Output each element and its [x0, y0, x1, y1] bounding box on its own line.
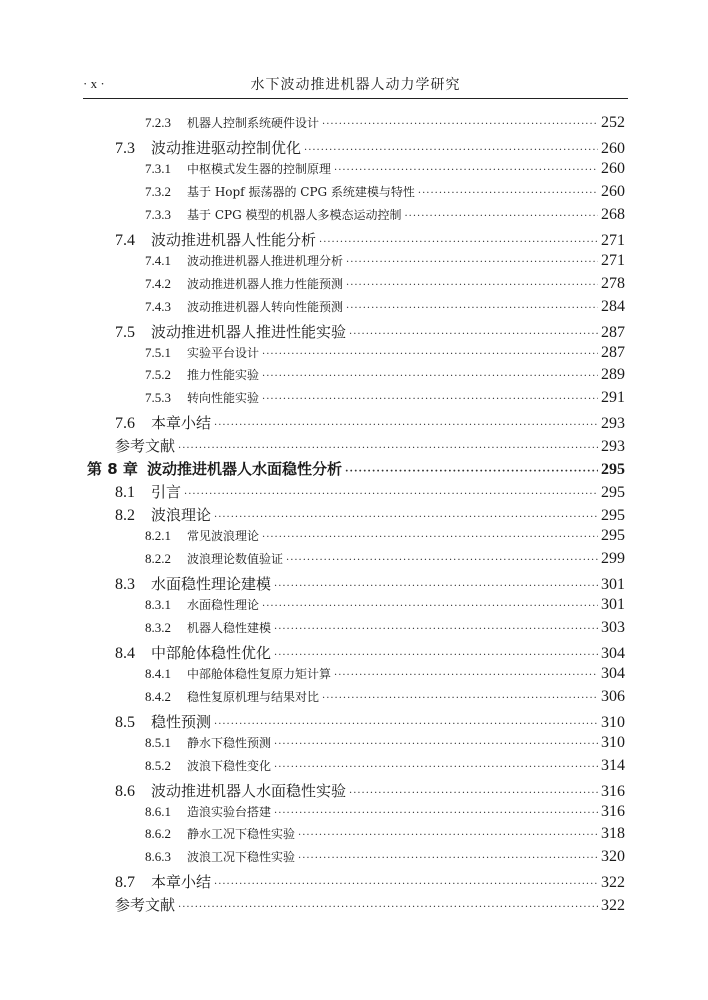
toc-leader-dots [322, 119, 598, 130]
toc-title: 中部舱体稳性复原力矩计算 [187, 666, 332, 681]
toc-title: 波动推进驱动控制优化 [151, 138, 302, 157]
toc-title: 波浪下稳性变化 [187, 758, 272, 773]
toc-section[interactable] [115, 894, 625, 917]
toc-subsection[interactable] [145, 848, 625, 871]
toc-page-number: 295 [601, 461, 625, 479]
toc-subsection[interactable] [145, 114, 625, 137]
toc-title: 基于 CPG 模型的机器人多模态运动控制 [187, 207, 402, 222]
toc-number: 8.6.1 [145, 803, 171, 819]
toc-page-number: 271 [601, 251, 625, 269]
toc-title: 推力性能实验 [187, 368, 260, 383]
toc-title: 参考文献 [115, 896, 176, 915]
toc-leader-dots [286, 555, 598, 566]
toc-leader-dots [274, 739, 598, 750]
toc-leader-dots [322, 693, 598, 704]
toc-title: 机器人稳性建模 [187, 620, 272, 635]
toc-number: 7.3 [115, 139, 135, 157]
toc-leader-dots [404, 211, 598, 222]
toc-title: 波动推进机器人水面稳性分析 [147, 460, 343, 479]
toc-page-number: 310 [601, 733, 625, 751]
toc-number: 7.3.2 [145, 183, 171, 199]
toc-leader-dots [262, 601, 598, 612]
toc-leader-dots [349, 788, 598, 799]
toc-number: 8.3.1 [145, 596, 171, 612]
toc-leader-dots [262, 532, 598, 543]
toc-subsection[interactable] [145, 527, 625, 550]
toc-page-number: 320 [601, 848, 625, 866]
toc-leader-dots [274, 650, 598, 661]
toc-number: 8.4.2 [145, 688, 171, 704]
toc-title: 机器人控制系统硬件设计 [187, 116, 320, 130]
toc-section[interactable] [115, 871, 625, 894]
book-title: 水下波动推进机器人动力学研究 [250, 77, 461, 93]
toc-page-number: 291 [601, 389, 625, 407]
toc-page-number: 322 [601, 897, 625, 915]
toc-number: 8.1 [115, 484, 135, 502]
toc-leader-dots [214, 719, 598, 730]
toc-title: 稳性复原机理与结果对比 [187, 689, 320, 704]
toc-subsection[interactable] [145, 366, 625, 389]
toc-page-number: 295 [601, 484, 625, 502]
toc-number: 7.4.2 [145, 275, 171, 291]
toc-title: 参考文献 [115, 437, 176, 456]
toc-leader-dots [274, 808, 598, 819]
toc-leader-dots [349, 329, 598, 340]
toc-title: 静水下稳性预测 [187, 735, 272, 750]
toc-page-number: 260 [601, 159, 625, 177]
toc-title: 中枢模式发生器的控制原理 [187, 161, 332, 176]
toc-leader-dots [178, 443, 598, 454]
toc-section[interactable] [115, 481, 625, 504]
toc-leader-dots [334, 670, 598, 681]
toc-page-number: 289 [601, 366, 625, 384]
toc-leader-dots [334, 165, 598, 176]
toc-number: 8.6 [115, 782, 135, 800]
toc-page-number: 304 [601, 664, 625, 682]
toc-number: 8.7 [115, 874, 135, 892]
toc-number: 8.2 [115, 507, 135, 525]
toc-page-number: 303 [601, 618, 625, 636]
running-header [83, 72, 628, 99]
toc-leader-dots [319, 237, 598, 248]
toc-page-number: 284 [601, 297, 625, 315]
toc-page-number: 306 [601, 687, 625, 705]
toc-page-number: 295 [601, 527, 625, 545]
toc-title: 波动推进机器人转向性能预测 [187, 299, 344, 314]
toc-title: 水面稳性理论建模 [151, 575, 272, 593]
toc-leader-dots [262, 349, 598, 360]
toc-chapter[interactable] [87, 458, 625, 481]
toc-leader-dots [298, 853, 598, 864]
toc-subsection[interactable] [145, 734, 625, 757]
toc-page-number: 310 [601, 713, 625, 731]
toc-section[interactable] [115, 780, 625, 803]
toc-title: 稳性预测 [151, 712, 212, 731]
toc-number: 7.4.1 [145, 252, 171, 268]
toc-title: 造浪实验台搭建 [187, 804, 272, 819]
toc-page-number: 304 [601, 644, 625, 662]
toc-page-number: 260 [601, 182, 625, 200]
toc-section[interactable] [115, 642, 625, 665]
toc-number: 7.3.3 [145, 206, 171, 222]
toc-title: 本章小结 [151, 414, 212, 433]
toc-title: 转向性能实验 [187, 391, 260, 406]
toc-number: 8.6.3 [145, 849, 171, 865]
toc-page-number: 271 [601, 231, 625, 249]
toc-leader-dots [262, 394, 598, 405]
toc-leader-dots [304, 145, 598, 156]
toc-number: 8.4 [115, 644, 135, 662]
toc-page-number: 301 [601, 595, 625, 613]
toc-leader-dots [262, 371, 598, 382]
toc-title: 中部舱体稳性优化 [151, 643, 272, 662]
toc-page-number: 278 [601, 274, 625, 292]
toc-section[interactable] [115, 412, 625, 435]
toc-number: 8.5.2 [145, 757, 171, 773]
toc-section[interactable] [115, 504, 625, 527]
toc-title: 实验平台设计 [187, 345, 260, 360]
toc-section[interactable] [115, 711, 625, 734]
toc-subsection[interactable] [145, 825, 625, 848]
toc-number: 7.5.3 [145, 390, 171, 406]
toc-subsection[interactable] [145, 252, 625, 275]
toc-title: 本章小结 [151, 873, 212, 892]
toc-number: 8.3.2 [145, 619, 171, 635]
toc-title: 水面稳性理论 [187, 597, 260, 612]
toc-page-number: 293 [601, 415, 625, 433]
toc-title: 基于 Hopf 振荡器的 CPG 系统建模与特性 [187, 184, 415, 199]
toc-section[interactable] [115, 573, 625, 596]
toc-page-number: 252 [601, 114, 625, 131]
toc-page-number: 301 [601, 576, 625, 593]
toc-leader-dots [178, 902, 598, 913]
toc-subsection[interactable] [145, 550, 625, 573]
toc-number: 8.3 [115, 576, 135, 593]
toc-leader-dots [274, 762, 598, 773]
toc-page-number: 287 [601, 323, 625, 341]
toc-subsection[interactable] [145, 619, 625, 642]
toc-leader-dots [214, 420, 598, 431]
toc-number: 8.5.1 [145, 734, 171, 750]
toc-subsection[interactable] [145, 206, 625, 229]
toc-subsection[interactable] [145, 596, 625, 619]
toc-leader-dots [214, 879, 598, 890]
toc-number: 第 8 章 [87, 460, 138, 479]
toc-number: 7.4.3 [145, 298, 171, 314]
toc-page-number: 268 [601, 205, 625, 223]
toc-leader-dots [298, 830, 598, 841]
toc-number: 7.4 [115, 231, 135, 249]
toc-leader-dots [274, 624, 598, 635]
toc-leader-dots [346, 303, 598, 314]
toc-page-number: 322 [601, 874, 625, 892]
toc-page-number: 314 [601, 756, 625, 774]
toc-leader-dots [346, 280, 598, 291]
toc-page-number: 316 [601, 802, 625, 820]
toc-number: 8.4.1 [145, 665, 171, 681]
toc-leader-dots [274, 581, 598, 592]
toc-page-number: 293 [601, 438, 625, 456]
toc-number: 7.5.1 [145, 344, 171, 360]
toc-subsection[interactable] [145, 688, 625, 711]
toc-number: 7.2.3 [145, 115, 171, 130]
toc-subsection[interactable] [145, 298, 625, 321]
toc-title: 波动推进机器人推力性能预测 [187, 276, 344, 291]
toc-subsection[interactable] [145, 803, 625, 826]
toc-section[interactable] [115, 435, 625, 458]
toc-page-number: 299 [601, 550, 625, 568]
toc-section[interactable] [115, 229, 625, 252]
toc-title: 静水工况下稳性实验 [187, 827, 296, 842]
toc-leader-dots [184, 489, 598, 500]
toc-subsection[interactable] [145, 275, 625, 298]
toc-title: 波动推进机器人推进机理分析 [187, 253, 344, 268]
toc-section[interactable] [115, 321, 625, 344]
toc-title: 波浪工况下稳性实验 [187, 850, 296, 865]
toc-subsection[interactable] [145, 160, 625, 183]
page-folio: · x · [83, 76, 105, 91]
toc-leader-dots [418, 188, 598, 199]
toc-title: 波浪理论数值验证 [187, 552, 284, 567]
toc-title: 波动推进机器人推进性能实验 [151, 322, 347, 341]
toc-title: 波动推进机器人性能分析 [151, 230, 317, 249]
toc-subsection[interactable] [145, 757, 625, 780]
toc-subsection[interactable] [145, 389, 625, 412]
toc-title: 引言 [151, 483, 182, 502]
toc-leader-dots [214, 512, 598, 523]
toc-leader-dots [346, 257, 598, 268]
toc-section[interactable] [115, 137, 625, 160]
toc-subsection[interactable] [145, 344, 625, 367]
toc-page-number: 287 [601, 343, 625, 361]
toc-number: 8.5 [115, 713, 135, 731]
toc-page-number: 316 [601, 782, 625, 800]
toc-number: 7.3.1 [145, 160, 171, 176]
toc-title: 常见波浪理论 [187, 529, 260, 544]
toc-number: 8.2.1 [145, 528, 171, 544]
toc-leader-dots [345, 466, 598, 477]
toc-subsection[interactable] [145, 183, 625, 206]
toc-title: 波动推进机器人水面稳性实验 [151, 781, 347, 800]
toc-number: 7.5.2 [145, 367, 171, 383]
toc-subsection[interactable] [145, 665, 625, 688]
toc-number: 7.6 [115, 415, 135, 433]
toc-number: 8.6.2 [145, 826, 171, 842]
toc-page-number: 295 [601, 507, 625, 525]
toc-page-number: 318 [601, 825, 625, 843]
toc-title: 波浪理论 [151, 506, 212, 525]
toc-number: 8.2.2 [145, 551, 171, 567]
toc-number: 7.5 [115, 323, 135, 341]
toc-page-number: 260 [601, 139, 625, 157]
